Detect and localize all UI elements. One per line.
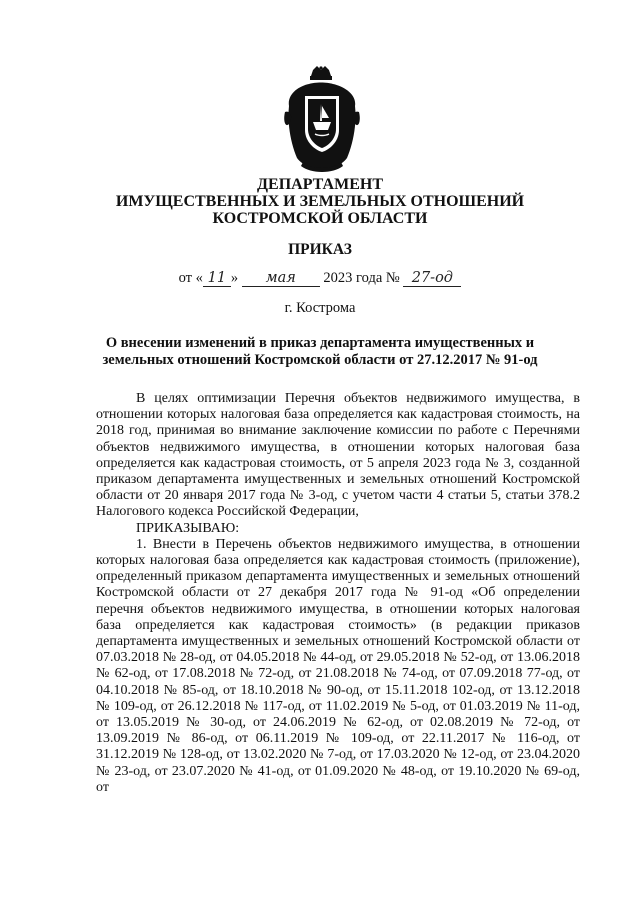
item-1-paragraph: 1. Внести в Перечень объектов недвижимого имущества, в отношении которых налоговая база определяется как кадастровая стоимость (приложение), определенный приказом департамента имущественных и земельных отношений Костромской области от 27 декабря 2017 года № 91-од «Об определении перечня объектов недвижимого имущества, в отношении которых налоговая база определяется как кадастровая стоимость» (в редакции приказов департамента имущественных и земельных отношений Костромской области от 07.03.2018 № 28-од, от 04.05.2018 № 44-од, от 29.05.2018 № 52-од, от 13.06.2018 № 62-од, от 17.08.2018 № 72-од, от 21.08.2018 № 74-од, от 07.09.2018 77-од, от 04.10.2018 № 85-од, от 18.10.2018 № 90-од, от 15.11.2018 102-од, от 13.12.2018 № 109-од, от 26.12.2018 № 117-од, от 11.02.2019 № 5-од, от 01.03.2019 № 11-од, от 13.05.2019 № 30-од, от 24.06.2019 № 62-од, от 02.08.2019 № 72-од, от 13.09.2019 № 86-од, от 06.11.2019 № 109-од, от 22.11.2017 № 116-од, от 31.12.2019 № 128-од, от 13.02.2020 № 7-од, от 17.03.2020 № 12-од, от 23.04.2020 № 23-од, от 23.07.2020 № 41-од, от 01.09.2020 № 48-од, от 19.10.2020 № 69-од, от xyxy=(96,536,580,795)
handwritten-order-number: 27-од xyxy=(403,271,461,287)
heading-line-3: КОСТРОМСКОЙ ОБЛАСТИ xyxy=(212,210,428,227)
subject-line-2: земельных отношений Костромской области от 27.12.2017 № 91-од xyxy=(102,352,538,368)
heading-line-2: ИМУЩЕСТВЕННЫХ И ЗЕМЕЛЬНЫХ ОТНОШЕНИЙ xyxy=(115,193,525,210)
order-subject xyxy=(0,335,640,369)
date-number-line xyxy=(0,270,640,287)
order-body xyxy=(96,391,580,796)
subject-line-1: О внесении изменений в приказ департамента имущественных и xyxy=(105,335,535,351)
handwritten-day: 11 xyxy=(203,271,231,287)
department-heading xyxy=(0,176,640,227)
date-prefix: от « xyxy=(178,270,203,286)
date-quote-close: » xyxy=(230,270,239,286)
handwritten-month: мая xyxy=(242,271,320,287)
heading-line-1: ДЕПАРТАМЕНТ xyxy=(257,176,383,193)
preamble-paragraph: В целях оптимизации Перечня объектов недвижимого имущества, в отношении которых налоговая база определяется как кадастровая стоимость, на 2018 год, принимая во внимание заключение комиссии по работе с Перечнями объектов недвижимого имущества, в отношении которых налоговая база определяется как кадастровая стоимость, от 5 апреля 2023 года № 3, созданной приказом департамента имущественных и земельных отношений Костромской области от 20 января 2017 года № 3-од, с учетом части 4 статьи 5, статьи 378.2 Налогового кодекса Российской Федерации, xyxy=(96,391,580,520)
coat-of-arms-emblem xyxy=(283,66,361,176)
city-line: г. Кострома xyxy=(284,300,356,316)
order-keyword: ПРИКАЗЫВАЮ: xyxy=(136,520,240,536)
date-year-text: 2023 года № xyxy=(323,270,400,286)
document-type-title: ПРИКАЗ xyxy=(288,241,352,258)
